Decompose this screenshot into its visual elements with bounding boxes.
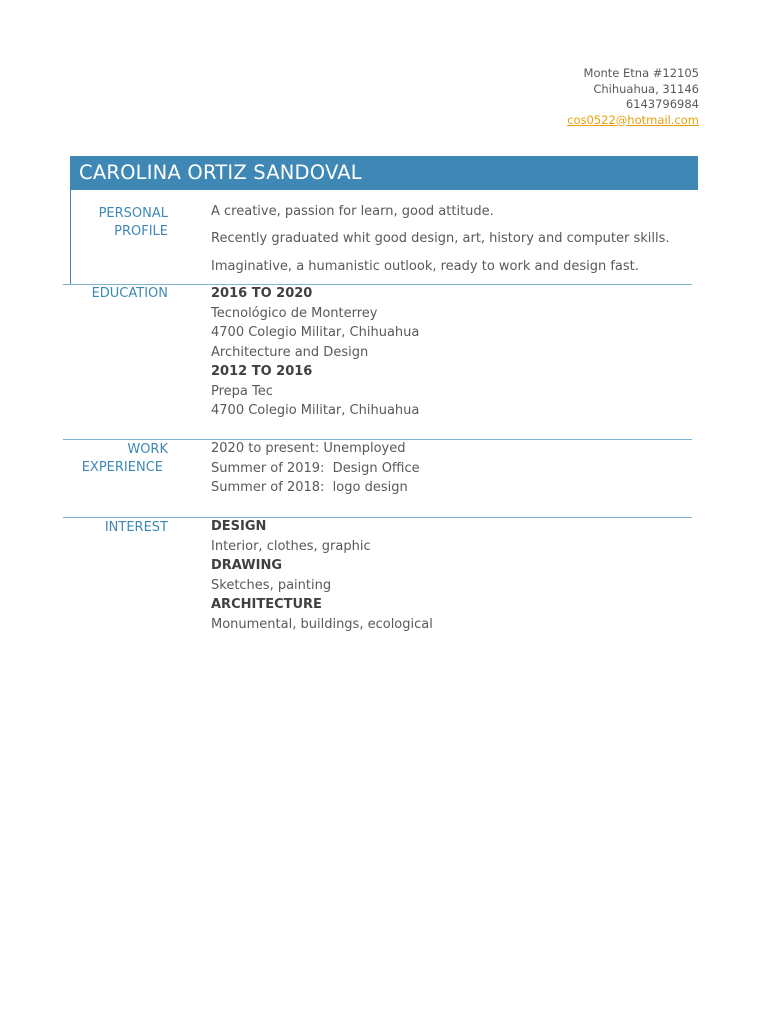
education-program: Architecture and Design	[211, 344, 369, 360]
interest-heading: DESIGN	[211, 519, 267, 534]
work-entry: Summer of 2018: logo design	[211, 480, 408, 495]
section-label-work-experience: WORK EXPERIENCE	[81, 442, 168, 475]
profile-content	[211, 202, 670, 284]
education-school: Tecnológico de Monterrey	[211, 305, 378, 321]
interest-heading: ARCHITECTURE	[211, 597, 322, 612]
work-entry: Summer of 2019: Design Office	[211, 460, 420, 476]
section-label-interest: INTEREST	[104, 520, 168, 535]
education-period: 2016 TO 2020	[211, 286, 313, 301]
contact-email-link[interactable]: cos0522@hotmail.com	[567, 112, 699, 127]
profile-line: Recently graduated whit good design, art, history and computer skills.	[211, 231, 670, 247]
interest-heading: DRAWING	[211, 558, 283, 573]
contact-city: Chihuahua, 31146	[593, 81, 699, 96]
contact-address: Monte Etna #12105	[583, 66, 699, 80]
candidate-name: CAROLINA ORTIZ SANDOVAL	[79, 161, 362, 184]
education-address: 4700 Colegio Militar, Chihuahua	[211, 325, 420, 340]
education-period: 2012 TO 2016	[211, 364, 313, 379]
interest-detail: Monumental, buildings, ecological	[211, 616, 433, 632]
contact-phone: 6143796984	[625, 97, 699, 111]
profile-line: A creative, passion for learn, good attitude.	[211, 204, 494, 219]
contact-block	[567, 66, 699, 128]
interest-detail: Sketches, painting	[211, 577, 332, 593]
profile-line: Imaginative, a humanistic outlook, ready to work and design fast.	[211, 258, 639, 274]
education-content	[211, 284, 419, 421]
interest-content	[211, 517, 433, 634]
section-label-education: EDUCATION	[91, 286, 168, 301]
interest-detail: Interior, clothes, graphic	[211, 538, 371, 554]
name-banner	[70, 156, 698, 190]
education-address: 4700 Colegio Militar, Chihuahua	[211, 403, 420, 418]
section-label-personal-profile: PERSONAL PROFILE	[98, 206, 168, 239]
work-content	[211, 439, 420, 498]
profile-accent-line	[70, 190, 71, 284]
education-school: Prepa Tec	[211, 383, 273, 399]
work-entry: 2020 to present: Unemployed	[211, 441, 406, 456]
